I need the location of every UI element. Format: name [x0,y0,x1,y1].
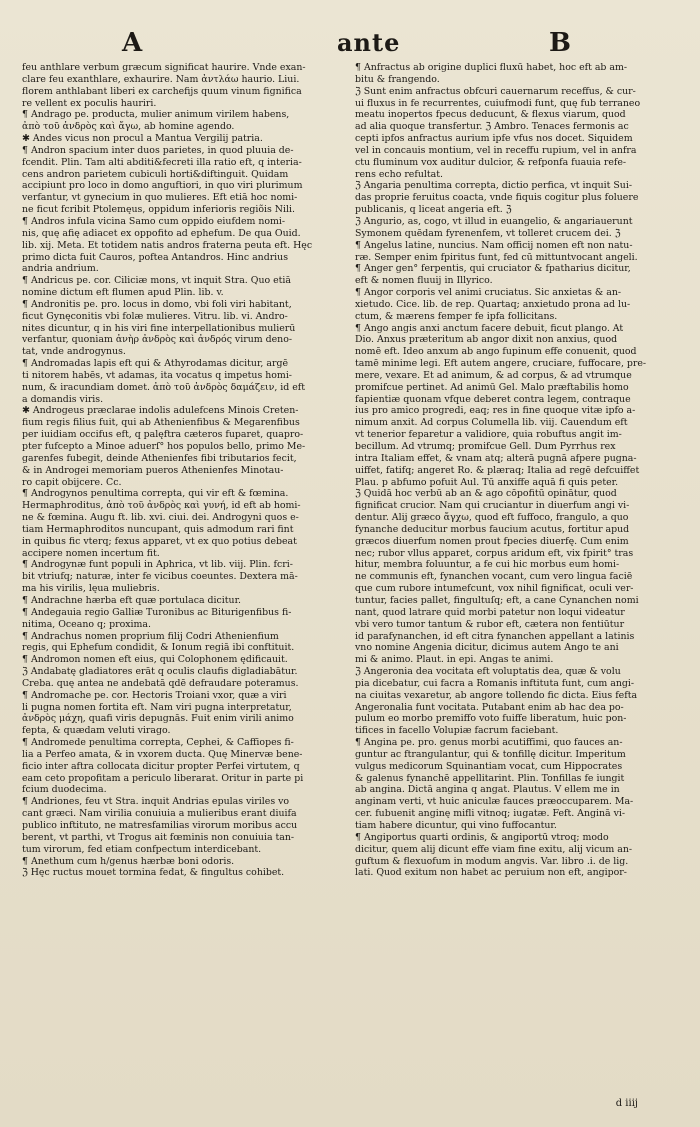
text-line: num, & iracundiam domet. ἀπὸ τοῦ ἀνδρὸς δαμάζειν, id eft [22,381,306,393]
text-line: nis, quę afię adiacet ex oppofito ad ephefum. De qua Ouid. [22,227,301,239]
text-line: ro capit obijcere. Cc. [22,476,122,488]
text-line: regis, qui Ephefum condidit, & Ionum regiā ibi conftituit. [22,642,295,654]
text-line: ¶ Anfractus ab origine duplici fluxū habet, hoc eft ab am- [355,62,628,73]
text-line: nomē eft. Ideo anxum ab ango fupinum effe conuenit, quod [355,346,637,358]
text-line: primo dicta fuit Cauros, poftea Antandros. Hinc andrius [22,251,289,263]
text-line: ¶ Andegauia regio Galliæ Turonibus ac Biturigenfibus fi- [22,606,292,618]
text-line: ræ. Semper enim fpiritus funt, fed cū mittuntvocant angeli. [355,251,638,263]
text-line: & galenus fynanchē appellitarint. Plin. Tonfillas fe iungit [355,772,625,784]
text-line: ¶ Andronitis pe. pro. locus in domo, vbi foli viri habitant, [22,298,292,310]
text-line: ab angina. Dictā angina q angat. Plautus. V ellem me in [355,784,620,796]
text-line: xietudo. Cice. lib. de rep. Quartaq; anxietudo prona ad lu- [355,298,631,310]
header-center-word: ante [337,28,401,57]
text-line: ficut Gynęconitis vbi folæ mulieres. Vitru. lib. vi. Andro- [22,310,288,322]
text-line: & in Androgei memoriam pueros Athenienfes Minotau- [22,464,284,476]
text-line: ¶ Andros infula vicina Samo cum oppido eiufdem nomi- [22,215,286,227]
text-line: ¶ Andrachne hærba eft quæ portulaca dicitur. [22,594,242,606]
text-line: vno nomine Angenia dicitur, dicimus autem Ango te ani [355,642,619,654]
text-line: ℨ Angaria penultima correpta, dictio perfica, vt inquit Sui- [355,180,632,192]
text-line: vbi vero tumor tantum & rubor eft, cætera non fentiūtur [355,618,625,630]
text-line: ¶ Angelus latine, nuncius. Nam officij nomen eft non natu- [355,239,633,251]
text-line: nimum anxit. Ad corpus Columella lib. viij. Cauendum eft [355,417,628,429]
text-line: ne & fœmina. Augu ft. lib. xvi. ciui. dei. Androgyni quos e- [22,512,299,524]
text-line: ✱ Andes vicus non procul a Mantua Vergilij patria. [22,133,263,145]
text-line: ¶ Andrago pe. producta, mulier animum virilem habens, [22,109,290,121]
text-line: fignificat crucior. Nam qui cruciantur in diuerfum angi vi- [355,500,630,512]
text-line: rens echo refultat. [355,168,443,180]
text-line: dicitur, quem alij dicunt effe viam fine exitu, alij vicum an- [355,843,633,855]
text-line: fynanche deducitur morbus faucium acutus, fortitur apud [355,523,630,535]
text-line: publicanis, q liceat angeria eft. ℨ [355,204,512,216]
text-line: clare feu exanthlare, exhaurire. Nam ἀντλάω haurio. Liui. [22,73,300,85]
text-line: uiffet, fatifq; angeret Ro. & plæraq; Italia ad regē defcuiffet [355,464,640,476]
text-line: guftum & flexuofum in modum angvis. Var. libro .i. de lig. [355,855,629,867]
text-line: ✱ Androgeus præclarae indolis adulefcens Minois Creten- [22,405,299,417]
text-line: ἀνδρὸς μάχη, quafi viris depugnās. Fuit enim virili animo [22,713,294,725]
text-line: ¶ Andromon nomen eft eius, qui Colophonem ędificauit. [22,654,288,666]
text-line: ¶ Angor corporis vel animi cruciatus. Sic anxietas & an- [355,287,622,299]
text-line: vt tenerior feparetur a validiore, quia robuftus angit im- [355,429,622,441]
text-line: ¶ Andron spacium inter duos parietes, in quod pluuia de- [22,144,294,156]
text-line: ficio inter aftra collocata dicitur propter Perfei virtutem, q [22,760,300,772]
text-line: tiam Hermaphroditos nuncupant, quis admodum rari fint [22,523,294,535]
text-line: ¶ Anger gen° ferpentis, qui cruciator & fpatharius dicitur, [355,263,631,275]
text-line: Angeronalia funt vocitata. Putabant enim ab hac dea po- [355,701,624,713]
text-line: per iuidiam occifus eft, q palęftra cæteros fuparet, quapro- [22,429,304,441]
text-line: hitur, membra foluuntur, a fe cui hic morbus eum homi- [355,559,620,571]
text-line: guntur ac ftrangulantur, qui & tonfillę dicitur. Imperitum [355,748,626,760]
text-line: verfantur, quoniam ἀνὴρ ἀνδρὸς καὶ ἀνδρός virum deno- [22,334,293,346]
text-line: bit vtriufq; naturæ, inter fe vicibus coeuntes. Dextera mā- [22,571,298,583]
text-line: ¶ Andromache pe. cor. Hectoris Troiani vxor, quæ a viri [22,689,287,701]
text-line: publico inftituto, ne matresfamilias virorum moribus accu [22,820,298,831]
text-line: mere, vexare. Et ad animum, & ad corpus, & ad vtrumque [355,369,632,381]
text-line: das proprie feruitus coacta, vnde fiquis cogitur plus foluere [355,192,639,204]
text-line: ad alia quoque transfertur. ℨ Ambro. Tenaces fermonis ac [355,121,629,133]
text-line: fcium duodecima. [22,784,107,796]
text-line: a domandis viris. [22,393,104,405]
text-line: ℨ Quidā hoc verbū ab an & ago cōpofitū opinātur, quod [355,488,617,500]
text-line: li pugna nomen fortita eft. Nam viri pugna interpretatur, [22,701,292,713]
text-line: ctum, & mærens femper fe ipfa follicitans. [355,310,558,322]
running-head [22,18,670,62]
text-line: Creba. quę antea ne andebatā qdē defraudare poteramus. [22,677,299,689]
text-line: eam ceto propofitam a periculo liberarat. Oritur in parte pi [22,772,304,784]
text-line: anginam verti, vt huic aniculæ fauces præoccuparem. Ma- [355,796,634,808]
text-line: nant, quod latrare quid morbi patetur non loqui videatur [355,606,625,618]
text-line: intra Italiam effet, & vnam atq; alterā pugnā afpere pugna- [355,452,637,464]
text-line: ne communis eft, fynanchen vocant, cum vero lingua faciē [355,571,633,583]
text-line: ¶ Andromadas lapis eft qui & Athyrodamas dicitur, argē [22,358,289,370]
text-line: ¶ Ango angis anxi anctum facere debuit, ficut plango. At [355,322,624,334]
text-line: lib. xij. Meta. Et totidem natis andros fraterna peuta eft. Hęc [22,239,313,251]
text-line: cer. fubuenit anginę mifli vitnoq; iugatæ. Feft. Anginā vi- [355,808,626,820]
text-line: ¶ Andrachus nomen proprium filij Codri Athenienfium [22,630,279,642]
text-line: mi & animo. Plaut. in epi. Angas te animi. [355,654,554,666]
text-line: ℨ Hęc ructus mouet tormina fedat, & fingultus cohibet. [22,867,285,879]
text-line: ¶ Anethum cum h/genus hærbæ boni odoris. [22,855,235,867]
text-line: ius pro amico progredi, eaq; res in fine quoque vitæ ipfo a- [355,405,636,417]
text-line: re vellent ex poculis hauriri. [22,97,157,109]
text-line: pia dicebatur, cui facra a Romanis inftituta funt, cum angi- [355,677,635,689]
text-line: cens andron parietem cubiculi horti&diftinguit. Quidam [22,168,289,180]
text-line: ¶ Andriones, feu vt Stra. inquit Andrias epulas viriles vo [22,796,290,808]
signature-mark: d iiij [615,1098,638,1109]
text-line: pter fufcepto a Minoe aduerſ° hos populos bello, primo Me- [22,441,306,452]
text-line: fapientiæ quonam vfque deberet contra legem, contraque [355,393,631,405]
text-line: garenfes fubegit, deinde Athenienfes fibi tributarios fecit, [22,452,297,464]
text-line: ἀπὸ τοῦ ἀνδρὸς καὶ ἄγω, ab homine agendo. [22,121,235,133]
text-line: cant græci. Nam virilia conuiuia a mulieribus erant diuifa [22,808,297,820]
text-line: accipiunt pro loco in domo anguftiori, in quo viri plurimum [22,180,303,192]
header-right-letter: B [549,28,571,58]
text-line: tamē minime legi. Eft autem angere, cruciare, fuffocare, pre- [355,358,647,370]
text-line: ¶ Andromede penultima correpta, Cephei, & Caffiopes fi- [22,737,294,749]
text-line: meatu inopertos fpecus deducunt, & flexus viarum, quod [355,109,626,121]
text-line: berent, vt parthi, vt Trogus ait fœminis non conuiuia tan- [22,831,295,843]
text-line: bitu & frangendo. [355,73,440,85]
text-line: tiam habere dicuntur, qui vino fuffocantur. [355,820,557,831]
text-line: feu anthlare verbum græcum significat haurire. Vnde exan- [22,62,306,73]
text-line: Symonem quēdam fyrenenfem, vt tolleret crucem dei. ℨ [355,227,621,239]
text-line: ℨ Andabatę gladiatores erāt q oculis claufis digladiabātur. [22,666,298,678]
text-line: verfantur, vt gynecium in quo mulieres. Eft etiā hoc nomi- [22,192,298,204]
text-line: tifices in facello Volupiæ facrum faciebant. [355,725,559,737]
text-line: lati. Quod exitum non habet ac peruium non eft, angipor- [355,867,627,879]
text-line: ¶ Androgynæ funt populi in Aphrica, vt lib. viij. Plin. fcri- [22,559,293,571]
text-line: tuntur, facies pallet, fingultuſq; eft, a cane Cynanchen nomi [355,594,639,606]
text-line: pulum eo morbo premiffo voto fuiffe liberatum, huic pon- [355,713,627,725]
text-line: florem anthlabant liberi ex carchefijs quum vinum fignifica [22,85,302,97]
text-line: ¶ Androgynos penultima correpta, qui vir eft & fœmina. [22,488,289,500]
text-line: ti nitorem habēs, vt adamas, ita vocatus q impetus homi- [22,369,292,381]
text-line: eft & nomen fluuij in Illyrico. [355,275,493,287]
text-line: tum virorum, fed etiam confpectum interdicebant. [22,843,262,855]
text-line: que cum rubore intumefcunt, vox nihil fignificat, oculi ver- [355,583,634,595]
text-line: cepti ipfos anfractus aurium ipfe vfus nos docet. Siquidem [355,133,633,145]
right-column [355,62,670,879]
text-line: ma his virilis, lęua muliebris. [22,583,160,595]
left-column [22,62,337,879]
text-line: ne ficut fcribit Ptolemęus, oppidum inferioris regiõis Nili. [22,204,295,216]
text-line: ctu fluminum vox auditur dulcior, & refponfa fuauia refe- [355,156,627,168]
text-line: fepta, & quædam veluti virago. [22,725,171,737]
text-line: nitima, Oceano q; proxima. [22,618,151,630]
text-line: promifcue pertinet. Ad animū Gel. Malo præftabilis homo [355,381,629,393]
text-line: id parafynanchen, id eft citra fynanchen appellant a latinis [355,630,635,642]
text-line: vel in concauis montium, vel in receffu rupium, vel in anfra [355,144,637,156]
text-line: lia a Perfeo amata, & in vxorem ducta. Quę Minervæ bene- [22,748,303,760]
text-line: ℨ Angurio, as, cogo, vt illud in euangelio, & angariauerunt [355,215,633,227]
text-line: fcendit. Plin. Tam alti abditi&fecreti illa ratio eft, q interia- [22,156,302,168]
text-line: ¶ Angiportus quarti ordinis, & angiportū vtroq; modo [355,831,609,843]
text-line: vulgus medicorum Squinantiam vocat, cum Hippocrates [355,760,623,772]
text-line: dentur. Alij græco ἄγχω, quod eft fuffoco, frangulo, a quo [355,512,629,524]
text-line: in quibus fic vterq; fexus apparet, vt ex quo potius debeat [22,535,297,547]
header-left-letter: A [122,28,143,58]
text-line: Plau. p abfumo pofuit Aul. Tū anxiffe aquā fi quis peter. [355,476,619,488]
text-line: Hermaphroditus, ἀπὸ τοῦ ἀνδρὸς καὶ γυνή, id eft ab homi- [22,500,301,512]
text-line: ¶ Angina pe. pro. genus morbi acutiffimi, quo fauces an- [355,737,623,749]
text-line: ℨ Angeronia dea vocitata eft voluptatis dea, quæ & volu [355,666,621,678]
text-line: accipere nomen incertum fit. [22,547,160,559]
text-line: fium regis filius fuit, qui ab Athenienfibus & Megarenfibus [22,417,300,429]
text-line: ui fluxus in fe recurrentes, cuiufmodi funt, quę fub terraneo [355,97,641,109]
text-line: ℨ Sunt enim anfractus obfcuri cauernarum receffus, & cur- [355,85,636,97]
text-columns [22,62,670,879]
text-line: na ciuitas vexaretur, ab angore tollendo fic dicta. Eius fefta [355,689,638,701]
text-line: tat, vnde androgynus. [22,346,126,358]
text-line: becillum. Ad vtrumq; promifcue Gell. Dum Pyrrhus rex [355,441,616,452]
text-line: andria andrium. [22,263,99,275]
text-line: Dio. Anxus præteritum ab angor dixit non anxius, quod [355,334,618,346]
text-line: nites dicuntur, q in his viri fine interpellationibus mulierū [22,322,296,334]
text-line: nomine dictum eft flumen apud Plin. lib. v. [22,287,224,299]
text-line: græcos diuerfum nomen prout fpecies diuerfę. Cum enim [355,535,629,547]
text-line: nec; rubor vllus apparet, corpus aridum eft, vix fpirit° tras [355,547,634,559]
text-line: ¶ Andricus pe. cor. Ciliciæ mons, vt inquit Stra. Quo etiā [22,275,292,287]
